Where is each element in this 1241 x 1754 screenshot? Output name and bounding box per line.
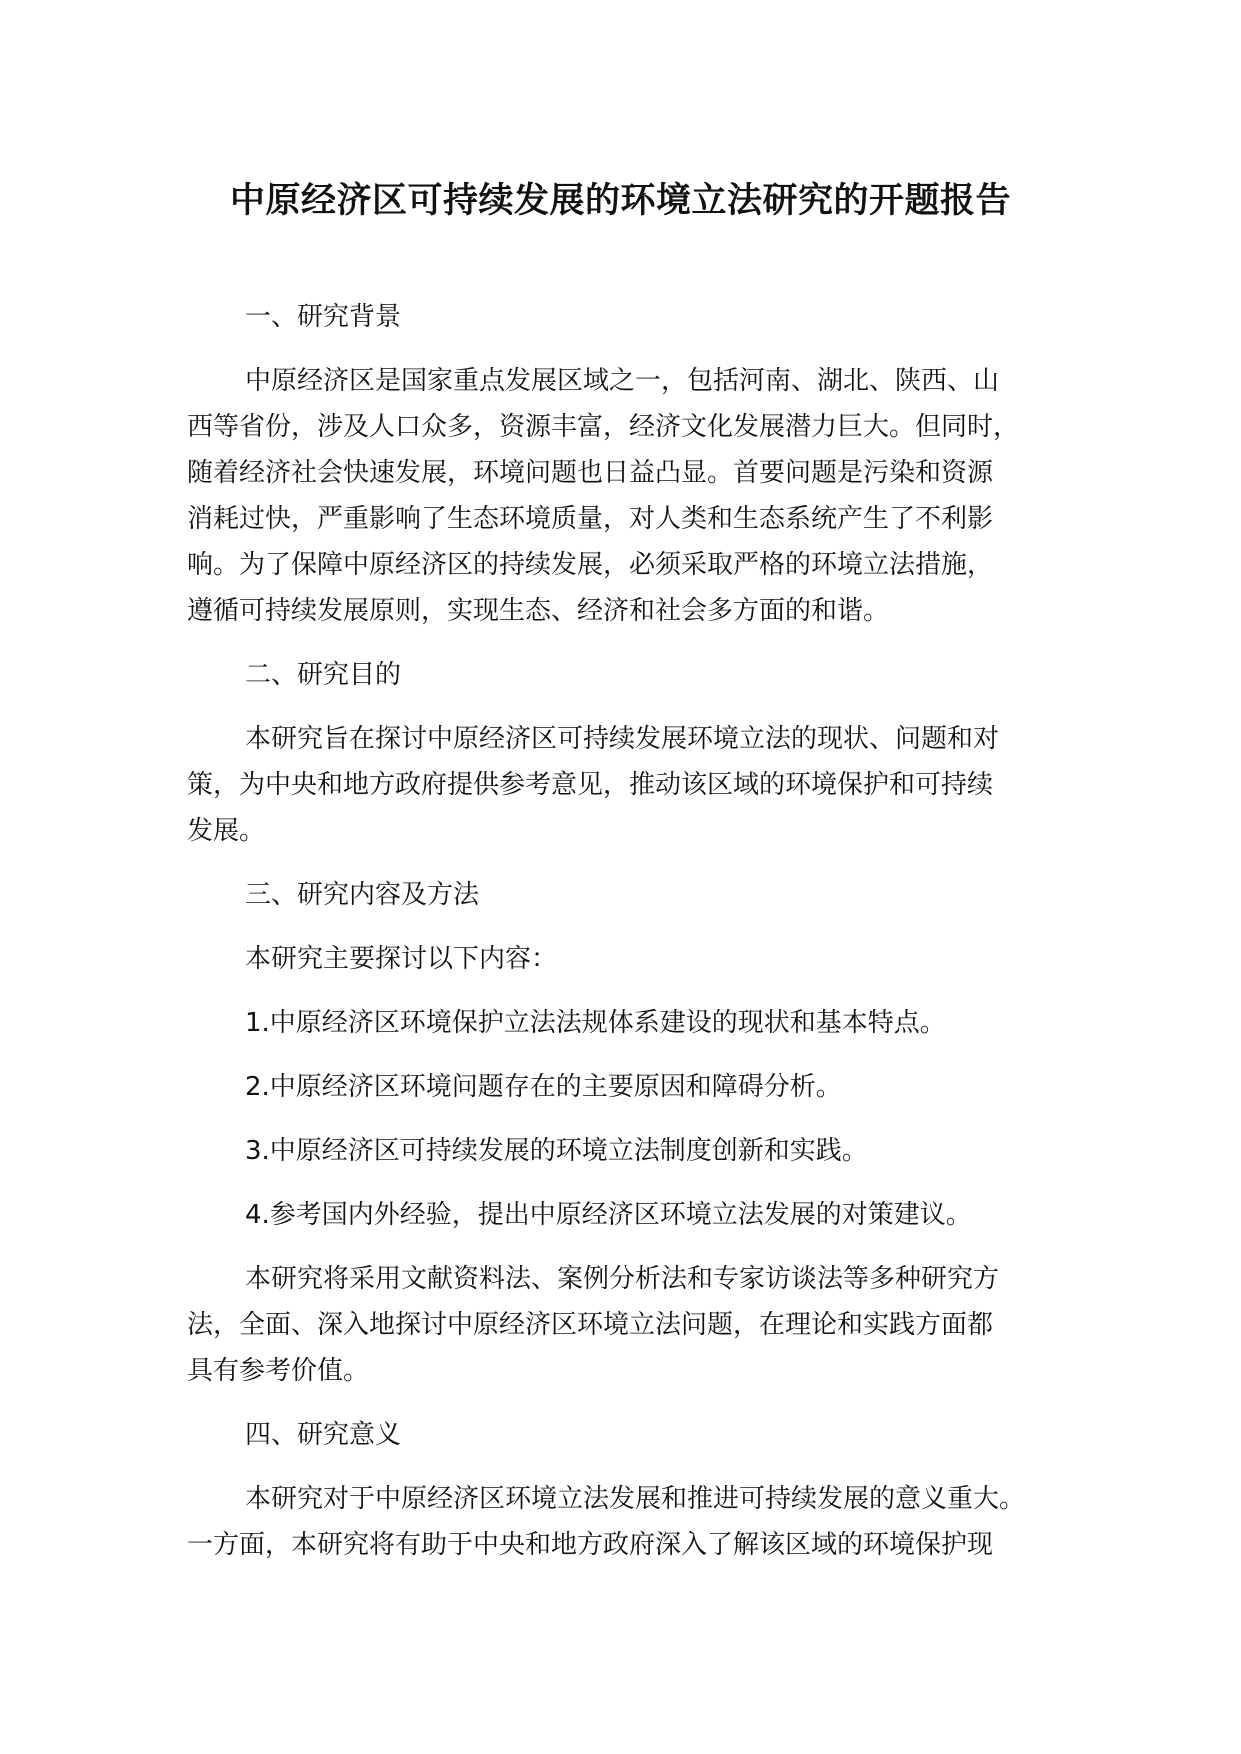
document-title: 中原经济区可持续发展的环境立法研究的开题报告 (229, 181, 1011, 221)
paragraph-line: 策，为中央和地方政府提供参考意见，推动该区域的环境保护和可持续 (187, 770, 994, 800)
paragraph-line: 发展。 (187, 816, 266, 846)
paragraph-line: 本研究旨在探讨中原经济区可持续发展环境立法的现状、问题和对 (245, 724, 1000, 754)
section-heading-background: 一、研究背景 (245, 302, 402, 332)
paragraph-line: 遵循可持续发展原则，实现生态、经济和社会多方面的和谐。 (187, 596, 890, 626)
paragraph-line: 西等省份，涉及人口众多，资源丰富，经济文化发展潜力巨大。但同时， (187, 412, 1020, 442)
section-heading-purpose: 二、研究目的 (245, 660, 402, 690)
paragraph-line: 本研究将采用文献资料法、案例分析法和专家访谈法等多种研究方 (245, 1264, 1000, 1294)
list-item: 1.中原经济区环境保护立法法规体系建设的现状和基本特点。 (245, 1008, 946, 1038)
paragraph-line: 中原经济区是国家重点发展区域之一，包括河南、湖北、陕西、山 (245, 366, 1000, 396)
paragraph-line: 随着经济社会快速发展，环境问题也日益凸显。首要问题是污染和资源 (187, 458, 994, 488)
paragraph-line: 具有参考价值。 (187, 1356, 370, 1386)
section-heading-significance: 四、研究意义 (245, 1420, 402, 1450)
document-body (187, 294, 1067, 1568)
list-item: 3.中原经济区可持续发展的环境立法制度创新和实践。 (245, 1136, 868, 1166)
paragraph-line: 法，全面、深入地探讨中原经济区环境立法问题，在理论和实践方面都 (187, 1310, 994, 1340)
paragraph-line: 本研究对于中原经济区环境立法发展和推进可持续发展的意义重大。 (245, 1484, 1026, 1514)
list-item: 2.中原经济区环境问题存在的主要原因和障碍分析。 (245, 1072, 842, 1102)
paragraph-purpose (187, 716, 1067, 854)
content-intro: 本研究主要探讨以下内容： (245, 944, 558, 974)
paragraph-line: 响。为了保障中原经济区的持续发展，必须采取严格的环境立法措施， (187, 550, 994, 580)
paragraph-background (187, 358, 1067, 634)
section-heading-content: 三、研究内容及方法 (245, 880, 480, 910)
paragraph-line: 消耗过快，严重影响了生态环境质量，对人类和生态系统产生了不利影 (187, 504, 994, 534)
paragraph-method (187, 1256, 1067, 1394)
paragraph-line: 一方面，本研究将有助于中央和地方政府深入了解该区域的环境保护现 (187, 1530, 994, 1560)
paragraph-significance (187, 1476, 1067, 1568)
list-item: 4.参考国内外经验，提出中原经济区环境立法发展的对策建议。 (245, 1200, 972, 1230)
